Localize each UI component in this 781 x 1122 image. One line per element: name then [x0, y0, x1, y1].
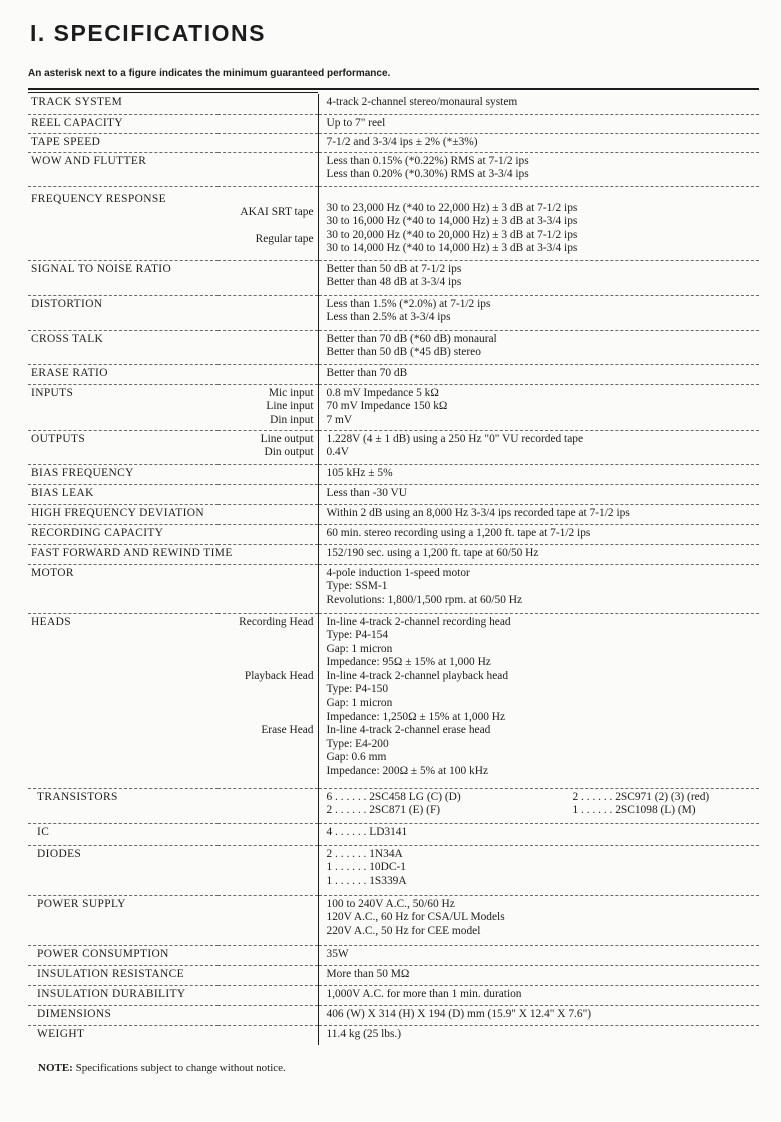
spec-value-line: Gap: 1 micron — [326, 697, 393, 710]
spec-row-insulation-resistance — [28, 965, 759, 985]
spec-row-motor — [28, 564, 759, 613]
spec-row-reel-capacity — [28, 114, 759, 133]
spec-sublabels — [218, 384, 318, 430]
spec-sublabel: Line input — [266, 400, 314, 413]
spec-row-track-system — [28, 94, 759, 114]
spec-value: 152/190 sec. using a 1,200 ft. tape at 60/50 Hz — [318, 544, 759, 564]
spec-label: HIGH FREQUENCY DEVIATION — [28, 504, 318, 524]
page-title: I. SPECIFICATIONS — [30, 20, 266, 46]
spec-value-line: 1.228V (4 ± 1 dB) using a 250 Hz "0" VU recorded tape — [326, 432, 584, 445]
spec-sublabel: Line output — [260, 432, 314, 445]
spec-value-line: 2 . . . . . . 1N34A — [326, 847, 403, 860]
spec-row-tape-speed — [28, 133, 759, 152]
spec-value — [318, 895, 759, 945]
spec-value-line: 30 to 20,000 Hz (*40 to 20,000 Hz) ± 3 dB at 7-1/2 ips — [326, 228, 578, 241]
spec-value: 4 . . . . . . LD3141 — [318, 823, 759, 845]
spec-value-line: 30 to 23,000 Hz (*40 to 22,000 Hz) ± 3 dB at 7-1/2 ips — [326, 201, 578, 214]
spec-value-line: 7 mV — [326, 413, 353, 426]
spec-value — [318, 384, 759, 430]
spec-value — [318, 430, 759, 464]
spec-value-line: Less than 0.15% (*0.22%) RMS at 7-1/2 ips — [326, 154, 529, 167]
spec-label: TRACK SYSTEM — [28, 94, 318, 114]
spec-row-signal-to-noise — [28, 260, 759, 295]
spec-value: 11.4 kg (25 lbs.) — [318, 1025, 759, 1045]
spec-value-line: 1 . . . . . . 1S339A — [326, 874, 407, 887]
spec-label: HEADS — [28, 613, 218, 788]
spec-value-line: 1 . . . . . . 10DC-1 — [326, 861, 406, 874]
spec-row-bias-frequency — [28, 464, 759, 484]
spec-value-line: 30 to 14,000 Hz (*40 to 14,000 Hz) ± 3 dB at 3-3/4 ips — [326, 242, 578, 255]
spec-row-diodes — [28, 845, 759, 895]
spec-row-weight — [28, 1025, 759, 1045]
spec-value: 4-track 2-channel stereo/monaural system — [318, 94, 759, 114]
spec-row-ic — [28, 823, 759, 845]
spec-sublabel: Regular tape — [255, 233, 314, 246]
spec-value-line: Better than 48 dB at 3-3/4 ips — [326, 276, 462, 289]
spec-value — [318, 186, 759, 260]
spec-label: FREQUENCY RESPONSE — [28, 186, 218, 260]
spec-value-line: Better than 50 dB at 7-1/2 ips — [326, 262, 462, 275]
spec-label: MOTOR — [28, 564, 318, 613]
spec-label: ERASE RATIO — [28, 364, 318, 384]
spec-value-line: In-line 4-track 2-channel erase head — [326, 724, 491, 737]
spec-label: TRANSISTORS — [28, 788, 318, 823]
spec-label: BIAS FREQUENCY — [28, 464, 318, 484]
spec-label: BIAS LEAK — [28, 484, 318, 504]
spec-value — [318, 845, 759, 895]
spec-value-line: Better than 50 dB (*45 dB) stereo — [326, 346, 481, 359]
spec-row-power-supply — [28, 895, 759, 945]
spec-value-line: 100 to 240V A.C., 50/60 Hz — [326, 897, 455, 910]
spec-value-line: Type: P4-154 — [326, 629, 389, 642]
footer-note-prefix: NOTE: — [38, 1062, 73, 1074]
spec-value: Less than -30 VU — [318, 484, 759, 504]
spec-value-line: Gap: 1 micron — [326, 642, 393, 655]
spec-value: 406 (W) X 314 (H) X 194 (D) mm (15.9" X 12.4" X 7.6") — [318, 1005, 759, 1025]
spec-sublabels — [218, 186, 318, 260]
asterisk-note: An asterisk next to a figure indicates the minimum guaranteed performance. — [28, 68, 391, 79]
spec-label: POWER CONSUMPTION — [28, 945, 318, 965]
spec-value — [318, 613, 759, 788]
spec-label: POWER SUPPLY — [28, 895, 318, 945]
spec-row-wow-flutter — [28, 152, 759, 186]
spec-label: INSULATION RESISTANCE — [28, 965, 318, 985]
spec-value: 35W — [318, 945, 759, 965]
spec-value: Up to 7" reel — [318, 114, 759, 133]
spec-sublabels — [218, 430, 318, 464]
spec-value — [318, 152, 759, 186]
spec-value-line: Type: P4-150 — [326, 683, 389, 696]
spec-value-line: 220V A.C., 50 Hz for CEE model — [326, 924, 481, 937]
spec-sublabels — [218, 613, 318, 788]
spec-value: Within 2 dB using an 8,000 Hz 3-3/4 ips recorded tape at 7-1/2 ips — [318, 504, 759, 524]
spec-row-insulation-durability — [28, 985, 759, 1005]
spec-value-line: In-line 4-track 2-channel playback head — [326, 669, 509, 682]
spec-value — [318, 330, 759, 364]
spec-row-bias-leak — [28, 484, 759, 504]
spec-value — [318, 295, 759, 330]
spec-sublabel: Erase Head — [261, 724, 314, 737]
spec-sublabel: Din input — [270, 413, 314, 426]
footer-note — [38, 1062, 286, 1074]
spec-value-line: Gap: 0.6 mm — [326, 751, 387, 764]
spec-value: More than 50 MΩ — [318, 965, 759, 985]
spec-row-erase-ratio — [28, 364, 759, 384]
spec-value — [318, 788, 759, 823]
spec-value: 105 kHz ± 5% — [318, 464, 759, 484]
spec-label: WOW AND FLUTTER — [28, 152, 318, 186]
spec-label: IC — [28, 823, 318, 845]
spec-label: FAST FORWARD AND REWIND TIME — [28, 544, 318, 564]
spec-value-line: 4-pole induction 1-speed motor — [326, 566, 470, 579]
spec-value-line: Less than 1.5% (*2.0%) at 7-1/2 ips — [326, 297, 491, 310]
spec-label: INSULATION DURABILITY — [28, 985, 318, 1005]
spec-row-hf-deviation — [28, 504, 759, 524]
spec-sublabel: Mic input — [268, 386, 314, 399]
spec-row-distortion — [28, 295, 759, 330]
spec-value-line: Impedance: 200Ω ± 5% at 100 kHz — [326, 765, 488, 778]
spec-label: DIMENSIONS — [28, 1005, 318, 1025]
spec-value: 7-1/2 and 3-3/4 ips ± 2% (*±3%) — [318, 133, 759, 152]
header-rule-secondary — [28, 92, 318, 93]
header-rule — [28, 88, 759, 90]
spec-label: DIODES — [28, 845, 318, 895]
spec-value-line: 120V A.C., 60 Hz for CSA/UL Models — [326, 911, 505, 924]
spec-value-line: 1 . . . . . . 2SC1098 (L) (M) — [572, 804, 696, 817]
spec-value-line: 70 mV Impedance 150 kΩ — [326, 400, 448, 413]
spec-label: REEL CAPACITY — [28, 114, 318, 133]
spec-value-line: Less than 2.5% at 3-3/4 ips — [326, 311, 451, 324]
spec-sublabel: Din output — [264, 446, 314, 459]
spec-value: 60 min. stereo recording using a 1,200 ft. tape at 7-1/2 ips — [318, 524, 759, 544]
spec-value — [318, 564, 759, 613]
spec-label: SIGNAL TO NOISE RATIO — [28, 260, 318, 295]
spec-value-line: Impedance: 95Ω ± 15% at 1,000 Hz — [326, 656, 491, 669]
spec-label: WEIGHT — [37, 1027, 85, 1040]
spec-value: 1,000V A.C. for more than 1 min. duration — [318, 985, 759, 1005]
spec-value-line: Type: SSM-1 — [326, 580, 388, 593]
spec-row-power-consumption — [28, 945, 759, 965]
spec-row-outputs — [28, 430, 759, 464]
spec-value-line: 30 to 16,000 Hz (*40 to 14,000 Hz) ± 3 dB at 3-3/4 ips — [326, 215, 578, 228]
spec-label: OUTPUTS — [28, 430, 218, 464]
spec-row-cross-talk — [28, 330, 759, 364]
spec-value-line: Type: E4-200 — [326, 737, 389, 750]
spec-label: RECORDING CAPACITY — [28, 524, 318, 544]
spec-sublabel: AKAI SRT tape — [240, 206, 314, 219]
spec-sublabel: Recording Head — [239, 615, 314, 628]
spec-value-line: In-line 4-track 2-channel recording head — [326, 615, 511, 628]
spec-label: TAPE SPEED — [28, 133, 318, 152]
spec-value-line: 0.8 mV Impedance 5 kΩ — [326, 386, 439, 399]
spec-value-line: 0.4V — [326, 446, 349, 459]
footer-note-text: Specifications subject to change without notice. — [75, 1062, 286, 1074]
spec-row-ff-rewind — [28, 544, 759, 564]
spec-sublabel: Playback Head — [244, 669, 314, 682]
spec-row-inputs — [28, 384, 759, 430]
spec-label: CROSS TALK — [28, 330, 318, 364]
spec-value-line: Impedance: 1,250Ω ± 15% at 1,000 Hz — [326, 710, 506, 723]
specifications-table — [28, 94, 759, 1045]
spec-row-frequency-response — [28, 186, 759, 260]
spec-row-transistors — [28, 788, 759, 823]
spec-value-line: 2 . . . . . . 2SC871 (E) (F) — [326, 804, 441, 817]
spec-value-line: 2 . . . . . . 2SC971 (2) (3) (red) — [572, 790, 710, 803]
spec-value-line: Revolutions: 1,800/1,500 rpm. at 60/50 Hz — [326, 593, 523, 606]
spec-label: INPUTS — [28, 384, 218, 430]
spec-row-heads — [28, 613, 759, 788]
spec-row-recording-capacity — [28, 524, 759, 544]
spec-value — [318, 260, 759, 295]
spec-value-line: Better than 70 dB (*60 dB) monaural — [326, 332, 497, 345]
spec-value: Better than 70 dB — [318, 364, 759, 384]
spec-value-line: Less than 0.20% (*0.30%) RMS at 3-3/4 ips — [326, 168, 529, 181]
spec-row-dimensions — [28, 1005, 759, 1025]
spec-value-line: 6 . . . . . . 2SC458 LG (C) (D) — [326, 790, 461, 803]
spec-label: DISTORTION — [28, 295, 318, 330]
